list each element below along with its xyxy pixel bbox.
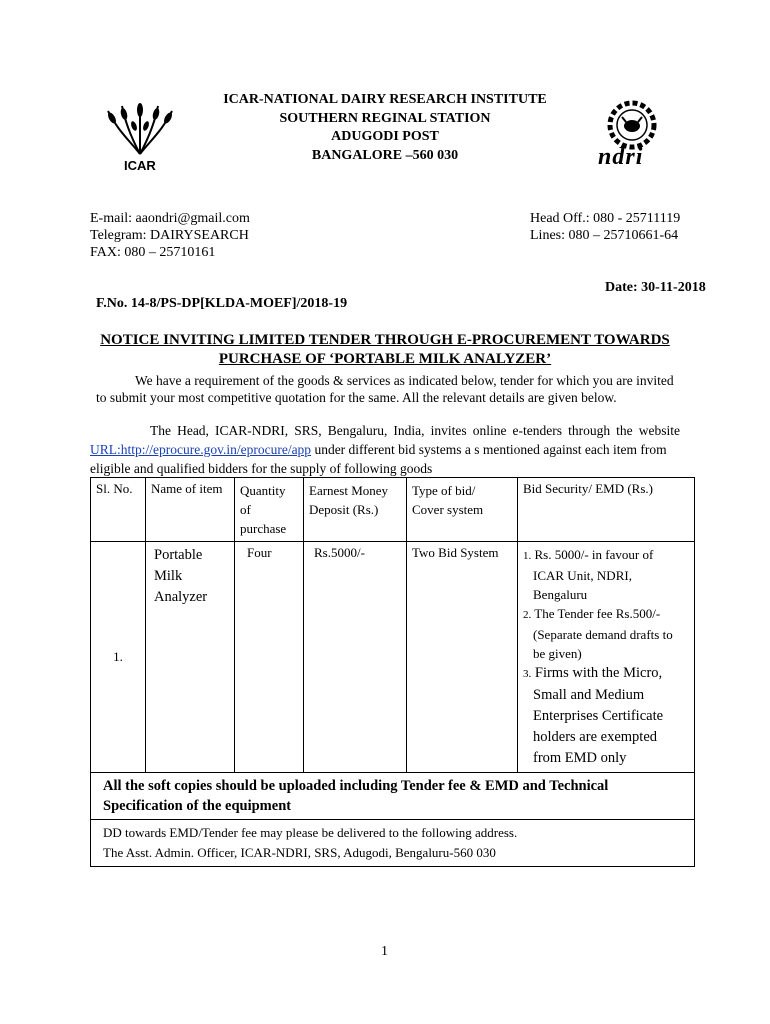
institute-name: ICAR-NATIONAL DAIRY RESEARCH INSTITUTE [223, 92, 547, 107]
lines-phone: Lines: 080 – 25710661-64 [530, 228, 679, 243]
date-text: Date: 30-11-2018 [605, 280, 706, 295]
row-sl-no: 1. [91, 542, 146, 773]
header-quantity: Quantity of purchase [235, 478, 304, 542]
row-quantity: Four [235, 542, 304, 773]
table-address-row [91, 820, 695, 867]
security-item-1: 1. Rs. 5000/- in favour of [523, 547, 654, 562]
security-item-2: 2. The Tender fee Rs.500/- [523, 606, 661, 621]
icar-logo-text: ICAR [124, 158, 156, 173]
fax-text: FAX: 080 – 25710161 [90, 245, 216, 260]
invite-line3: eligible and qualified bidders for the supply of following goods [90, 461, 433, 476]
tender-table [90, 477, 695, 867]
telegram-text: Telegram: DAIRYSEARCH [90, 228, 249, 243]
invite-line2: URL:http://eprocure.gov.in/eprocure/app under different bid systems a s mentioned against each item from [90, 442, 667, 457]
notice-title-line2: PURCHASE OF ‘PORTABLE MILK ANALYZER’ [218, 351, 552, 367]
table-note-row [91, 773, 695, 820]
ndri-logo-text: ndri [598, 144, 644, 170]
notice-title-line1: NOTICE INVITING LIMITED TENDER THROUGH E-PROCUREMENT TOWARDS [100, 332, 670, 348]
head-office-phone: Head Off.: 080 - 25711119 [530, 211, 681, 226]
city-pin: BANGALORE –560 030 [311, 148, 459, 163]
header-emd: Earnest Money Deposit (Rs.) [304, 478, 407, 542]
header-sl-no: Sl. No. [91, 478, 146, 542]
table-row [91, 542, 695, 773]
delivery-address: DD towards EMD/Tender fee may please be delivered to the following address. The Asst. Admin. Officer, ICAR-NDRI, SRS, Adugodi, Bengaluru-560 030 [91, 820, 695, 867]
email-text: E-mail: aaondri@gmail.com [90, 211, 250, 226]
row-emd: Rs.5000/- [304, 542, 407, 773]
post-name: ADUGODI POST [331, 129, 439, 144]
file-number: F.No. 14-8/PS-DP[KLDA-MOEF]/2018-19 [96, 296, 348, 311]
station-name: SOUTHERN REGINAL STATION [279, 111, 491, 126]
security-item-3: 3. Firms with the Micro, [523, 665, 663, 681]
row-bid-security: 1. Rs. 5000/- in favour of ICAR Unit, NDRI, Bengaluru 2. The Tender fee Rs.500/- (Separate demand drafts to be given) 3. Firms with the Micro, Small and Medium Enterprises Certificate holders are exempted from EMD only [518, 542, 695, 773]
header-bid-type: Type of bid/ Cover system [407, 478, 518, 542]
table-header-row [91, 478, 695, 542]
page-number: 1 [381, 944, 388, 959]
eprocure-url-link[interactable]: URL:http://eprocure.gov.in/eprocure/app [90, 442, 312, 457]
header-bid-security: Bid Security/ EMD (Rs.) [518, 478, 695, 542]
header-item-name: Name of item [146, 478, 235, 542]
row-item-name: Portable Milk Analyzer [146, 542, 235, 773]
row-bid-type: Two Bid System [407, 542, 518, 773]
upload-note: All the soft copies should be uploaded including Tender fee & EMD and Technical Specification of the equipment [91, 773, 695, 820]
invite-line1: The Head, ICAR-NDRI, SRS, Bengaluru, India, invites online e-tenders through the website [150, 423, 680, 438]
intro-line1: We have a requirement of the goods & services as indicated below, tender for which you are invited [135, 373, 674, 388]
intro-line2: to submit your most competitive quotation for the same. All the relevant details are given below. [96, 390, 617, 405]
